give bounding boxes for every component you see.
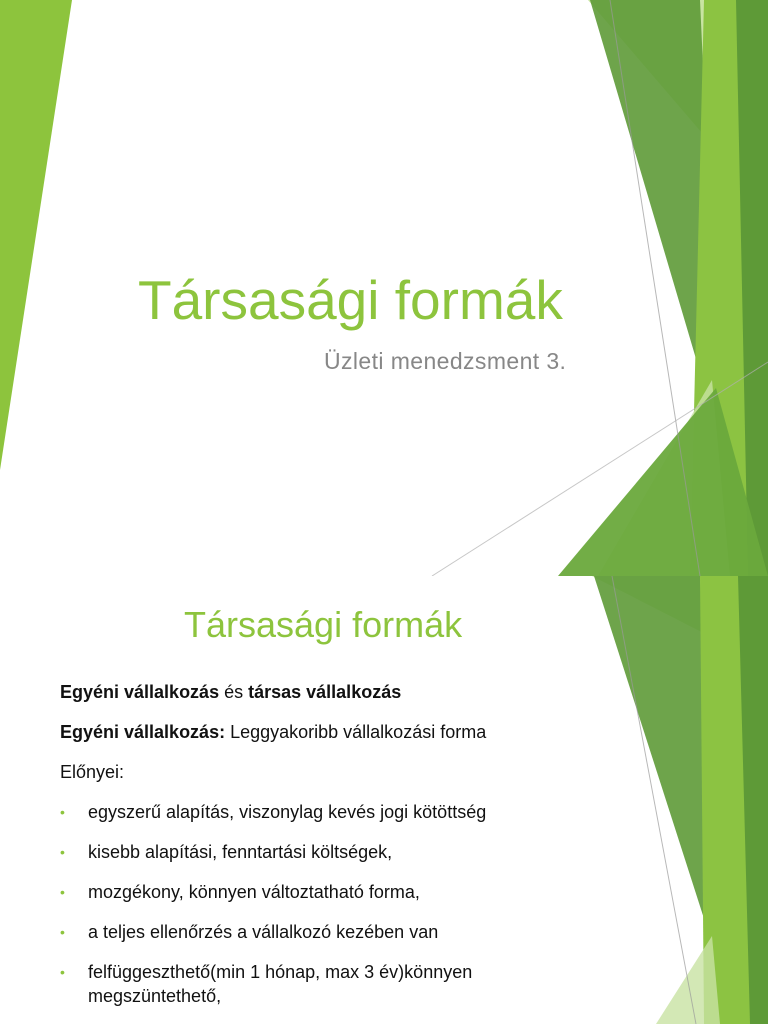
list-item-text-line1: felfüggeszthető(min 1 hónap, max 3 év)könnyen [88, 962, 473, 982]
left-green-triangle [0, 0, 72, 470]
advantages-list [60, 800, 580, 1008]
bullet-icon: • [60, 804, 65, 820]
dark-green-wedge [594, 576, 716, 956]
list-item [60, 880, 580, 904]
list-item-text: a teljes ellenőrzés a vállalkozó kezében van [88, 922, 439, 942]
intro-line [60, 680, 580, 704]
presentation-title: Társasági formák [138, 269, 563, 331]
list-item-text: mozgékony, könnyen változtatható forma, [88, 882, 420, 902]
advantages-heading: Előnyei: [60, 762, 125, 782]
content-slide [0, 576, 768, 1024]
definition-label: Egyéni vállalkozás: [60, 722, 226, 742]
bullet-icon: • [60, 884, 65, 900]
slide-body [60, 680, 580, 1024]
slide-title: Társasági formák [184, 604, 463, 645]
intro-bold-2: társas vállalkozás [248, 682, 402, 702]
presentation-subtitle: Üzleti menedzsment 3. [324, 348, 567, 374]
bullet-icon: • [60, 964, 65, 980]
bullet-icon: • [60, 924, 65, 940]
list-item-text: kisebb alapítási, fenntartási költségek, [88, 842, 393, 862]
list-item [60, 840, 580, 864]
list-item-text: egyszerű alapítás, viszonylag kevés jogi kötöttség [88, 802, 487, 822]
intro-connector: és [219, 682, 249, 702]
list-item [60, 960, 580, 1008]
list-item-text-line2: megszüntethető, [88, 986, 222, 1006]
definition-line [60, 720, 580, 744]
bullet-icon: • [60, 844, 65, 860]
list-item [60, 920, 580, 944]
list-item [60, 800, 580, 824]
intro-bold-1: Egyéni vállalkozás [60, 682, 220, 702]
definition-text: Leggyakoribb vállalkozási forma [225, 722, 487, 742]
